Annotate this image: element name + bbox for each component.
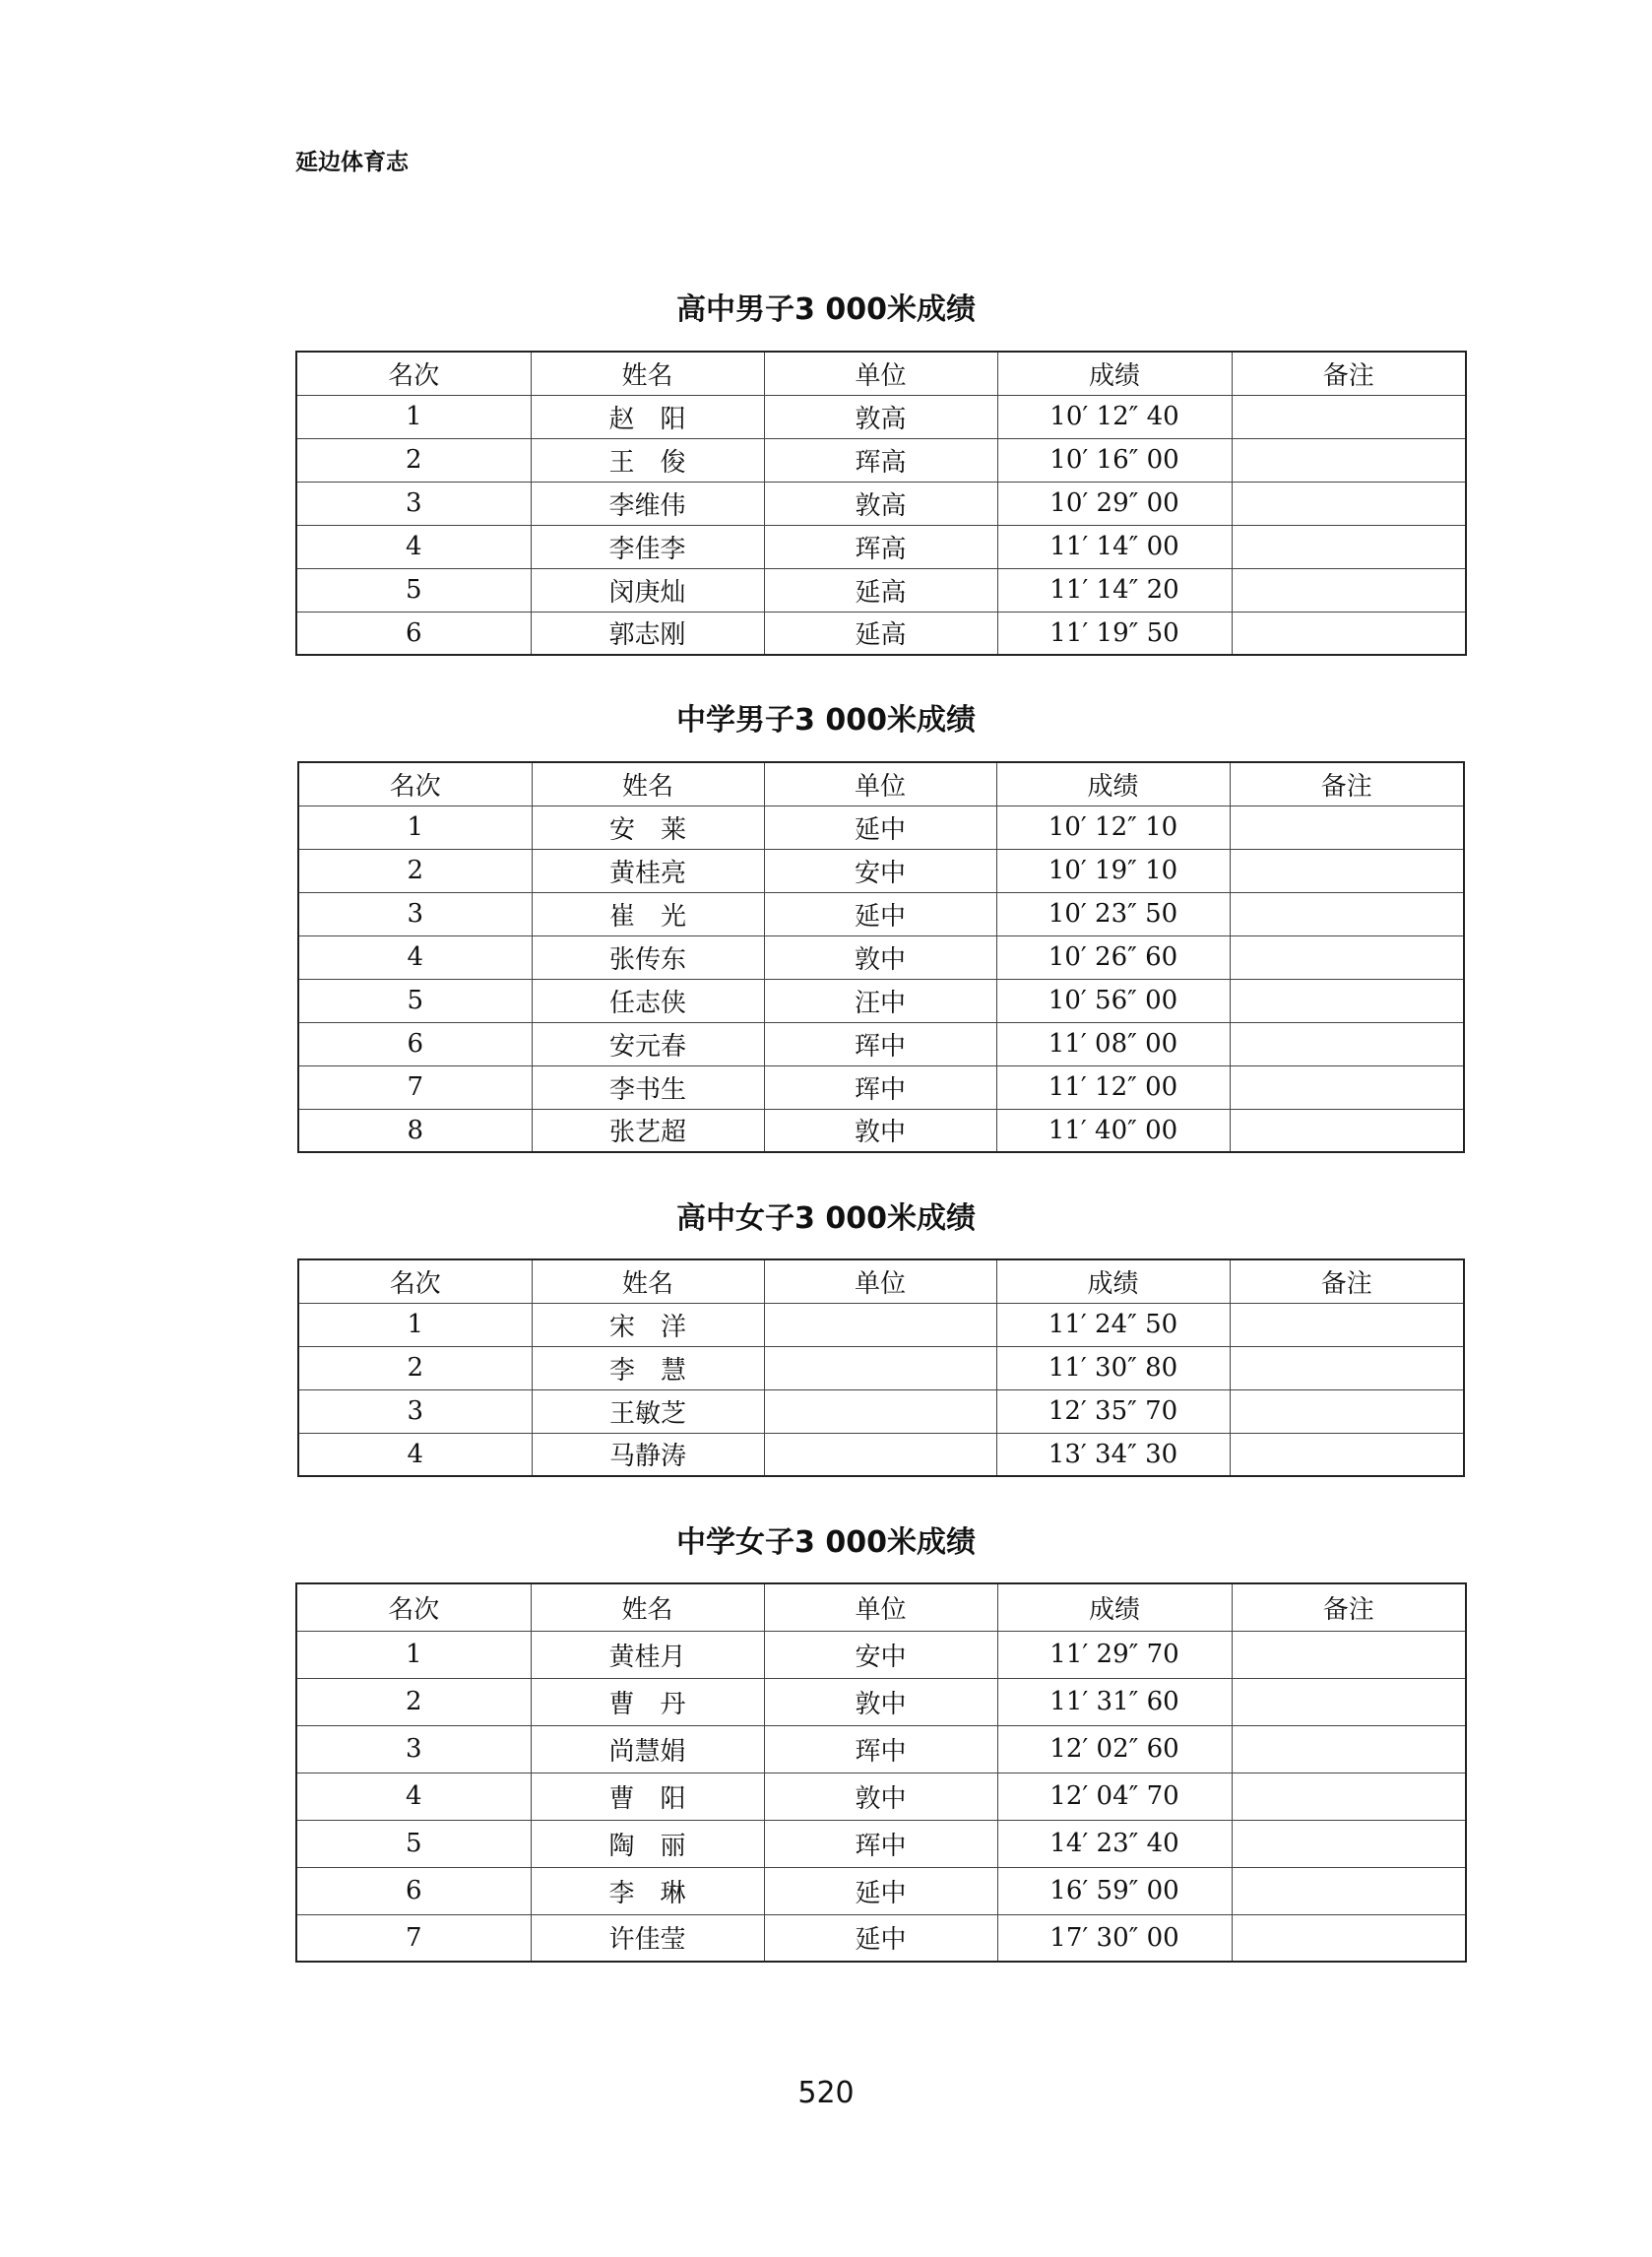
cell-unit (764, 1433, 996, 1476)
cell-rank: 1 (298, 806, 532, 849)
cell-remark (1232, 612, 1466, 655)
cell-name: 曹 阳 (531, 1773, 764, 1820)
table-row (296, 1631, 1466, 1678)
table-row (296, 1914, 1466, 1962)
cell-remark (1230, 979, 1464, 1022)
cell-unit: 敦中 (764, 1109, 996, 1152)
cell-remark (1230, 1346, 1464, 1389)
cell-remark (1230, 1433, 1464, 1476)
table-row (296, 612, 1466, 655)
cell-name: 李 琳 (531, 1867, 764, 1914)
cell-result: 12′ 35″ 70 (996, 1389, 1230, 1433)
table-row (298, 892, 1464, 935)
table-row (296, 1725, 1466, 1773)
cell-unit: 安中 (764, 1631, 997, 1678)
cell-remark (1232, 482, 1466, 525)
cell-remark (1232, 1678, 1466, 1725)
results-table (295, 1582, 1467, 1963)
header-remark: 备注 (1230, 762, 1464, 806)
header-remark: 备注 (1232, 1583, 1466, 1631)
cell-remark (1232, 1914, 1466, 1962)
cell-result: 12′ 02″ 60 (997, 1725, 1232, 1773)
results-table (297, 1258, 1465, 1477)
cell-rank: 3 (296, 482, 531, 525)
cell-result: 10′ 12″ 40 (997, 395, 1232, 438)
cell-unit: 敦中 (764, 935, 996, 979)
cell-result: 11′ 30″ 80 (996, 1346, 1230, 1389)
cell-unit: 珲高 (764, 438, 997, 482)
cell-name: 王敏芝 (532, 1389, 764, 1433)
results-table (295, 351, 1467, 656)
table-row (296, 568, 1466, 612)
header-unit: 单位 (764, 1583, 997, 1631)
table-title: 高中女子3 000米成绩 (676, 1201, 976, 1236)
cell-result: 10′ 26″ 60 (996, 935, 1230, 979)
page-number: 520 (797, 2076, 855, 2110)
cell-name: 尚慧娟 (531, 1725, 764, 1773)
cell-unit: 延高 (764, 568, 997, 612)
table-row (298, 806, 1464, 849)
cell-rank: 5 (296, 1820, 531, 1867)
cell-name: 张传东 (532, 935, 764, 979)
cell-rank: 7 (298, 1065, 532, 1109)
header-remark: 备注 (1232, 352, 1466, 395)
results-table (297, 761, 1465, 1153)
cell-result: 17′ 30″ 00 (997, 1914, 1232, 1962)
cell-remark (1232, 1773, 1466, 1820)
header-result: 成绩 (996, 1259, 1230, 1303)
cell-rank: 6 (296, 612, 531, 655)
cell-remark (1230, 892, 1464, 935)
running-head: 延边体育志 (295, 150, 409, 175)
cell-unit: 汪中 (764, 979, 996, 1022)
cell-result: 10′ 19″ 10 (996, 849, 1230, 892)
cell-rank: 4 (296, 525, 531, 568)
cell-rank: 6 (296, 1867, 531, 1914)
cell-remark (1232, 525, 1466, 568)
cell-rank: 4 (296, 1773, 531, 1820)
header-unit: 单位 (764, 352, 997, 395)
cell-result: 10′ 23″ 50 (996, 892, 1230, 935)
header-remark: 备注 (1230, 1259, 1464, 1303)
cell-name: 马静涛 (532, 1433, 764, 1476)
cell-unit: 延高 (764, 612, 997, 655)
cell-remark (1230, 1022, 1464, 1065)
cell-remark (1232, 1725, 1466, 1773)
header-rank: 名次 (296, 1583, 531, 1631)
cell-rank: 5 (296, 568, 531, 612)
table-row (298, 1303, 1464, 1346)
table-row (296, 395, 1466, 438)
cell-rank: 5 (298, 979, 532, 1022)
table-row (296, 1678, 1466, 1725)
cell-result: 11′ 14″ 00 (997, 525, 1232, 568)
header-result: 成绩 (996, 762, 1230, 806)
cell-unit: 延中 (764, 1914, 997, 1962)
cell-rank: 7 (296, 1914, 531, 1962)
cell-unit (764, 1389, 996, 1433)
table-row (296, 1867, 1466, 1914)
header-name: 姓名 (531, 352, 764, 395)
cell-unit: 安中 (764, 849, 996, 892)
cell-rank: 2 (298, 849, 532, 892)
cell-remark (1232, 568, 1466, 612)
cell-name: 安 莱 (532, 806, 764, 849)
cell-name: 李 慧 (532, 1346, 764, 1389)
header-unit: 单位 (764, 762, 996, 806)
cell-remark (1230, 1303, 1464, 1346)
cell-rank: 8 (298, 1109, 532, 1152)
header-rank: 名次 (298, 762, 532, 806)
cell-rank: 1 (296, 1631, 531, 1678)
cell-result: 10′ 12″ 10 (996, 806, 1230, 849)
cell-rank: 1 (298, 1303, 532, 1346)
cell-remark (1232, 438, 1466, 482)
cell-unit: 延中 (764, 806, 996, 849)
cell-result: 10′ 56″ 00 (996, 979, 1230, 1022)
cell-rank: 3 (298, 1389, 532, 1433)
cell-name: 任志侠 (532, 979, 764, 1022)
cell-rank: 2 (296, 438, 531, 482)
cell-unit: 珲中 (764, 1820, 997, 1867)
table-header-row (296, 352, 1466, 395)
table-header-row (298, 762, 1464, 806)
table-row (296, 525, 1466, 568)
cell-name: 李书生 (532, 1065, 764, 1109)
cell-name: 王 俊 (531, 438, 764, 482)
cell-rank: 4 (298, 1433, 532, 1476)
header-rank: 名次 (296, 352, 531, 395)
cell-rank: 3 (296, 1725, 531, 1773)
cell-remark (1232, 1631, 1466, 1678)
cell-name: 赵 阳 (531, 395, 764, 438)
cell-result: 10′ 16″ 00 (997, 438, 1232, 482)
header-name: 姓名 (532, 762, 764, 806)
cell-name: 宋 洋 (532, 1303, 764, 1346)
cell-remark (1230, 1109, 1464, 1152)
cell-name: 闵庚灿 (531, 568, 764, 612)
cell-unit: 敦中 (764, 1773, 997, 1820)
cell-unit: 珲中 (764, 1022, 996, 1065)
table-row (298, 1346, 1464, 1389)
header-unit: 单位 (764, 1259, 996, 1303)
cell-remark (1230, 849, 1464, 892)
cell-unit: 延中 (764, 892, 996, 935)
cell-result: 11′ 08″ 00 (996, 1022, 1230, 1065)
table-row (298, 1109, 1464, 1152)
cell-rank: 3 (298, 892, 532, 935)
table-row (298, 979, 1464, 1022)
header-name: 姓名 (532, 1259, 764, 1303)
cell-name: 李佳李 (531, 525, 764, 568)
cell-result: 10′ 29″ 00 (997, 482, 1232, 525)
cell-remark (1230, 1065, 1464, 1109)
cell-unit: 敦高 (764, 395, 997, 438)
table-title: 高中男子3 000米成绩 (676, 292, 976, 327)
cell-unit: 珲高 (764, 525, 997, 568)
cell-name: 曹 丹 (531, 1678, 764, 1725)
cell-unit (764, 1346, 996, 1389)
cell-name: 崔 光 (532, 892, 764, 935)
cell-result: 11′ 12″ 00 (996, 1065, 1230, 1109)
cell-name: 郭志刚 (531, 612, 764, 655)
cell-remark (1230, 806, 1464, 849)
table-row (296, 1820, 1466, 1867)
cell-unit: 敦高 (764, 482, 997, 525)
cell-name: 陶 丽 (531, 1820, 764, 1867)
header-result: 成绩 (997, 1583, 1232, 1631)
cell-unit (764, 1303, 996, 1346)
cell-name: 张艺超 (532, 1109, 764, 1152)
cell-name: 安元春 (532, 1022, 764, 1065)
header-name: 姓名 (531, 1583, 764, 1631)
table-header-row (298, 1259, 1464, 1303)
table-row (298, 1065, 1464, 1109)
table-title: 中学女子3 000米成绩 (676, 1525, 976, 1560)
cell-rank: 1 (296, 395, 531, 438)
cell-result: 13′ 34″ 30 (996, 1433, 1230, 1476)
cell-result: 14′ 23″ 40 (997, 1820, 1232, 1867)
cell-result: 16′ 59″ 00 (997, 1867, 1232, 1914)
cell-rank: 6 (298, 1022, 532, 1065)
table-row (298, 849, 1464, 892)
cell-name: 黄桂月 (531, 1631, 764, 1678)
cell-unit: 敦中 (764, 1678, 997, 1725)
cell-unit: 延中 (764, 1867, 997, 1914)
cell-result: 11′ 40″ 00 (996, 1109, 1230, 1152)
cell-name: 许佳莹 (531, 1914, 764, 1962)
table-row (298, 1433, 1464, 1476)
cell-result: 11′ 24″ 50 (996, 1303, 1230, 1346)
cell-rank: 2 (298, 1346, 532, 1389)
cell-result: 11′ 14″ 20 (997, 568, 1232, 612)
cell-name: 黄桂亮 (532, 849, 764, 892)
cell-remark (1230, 935, 1464, 979)
table-row (298, 1389, 1464, 1433)
cell-result: 11′ 19″ 50 (997, 612, 1232, 655)
table-row (296, 438, 1466, 482)
cell-unit: 珲中 (764, 1725, 997, 1773)
cell-remark (1232, 395, 1466, 438)
table-row (298, 935, 1464, 979)
table-row (298, 1022, 1464, 1065)
cell-remark (1232, 1820, 1466, 1867)
cell-unit: 珲中 (764, 1065, 996, 1109)
table-header-row (296, 1583, 1466, 1631)
table-title: 中学男子3 000米成绩 (676, 703, 976, 738)
table-row (296, 1773, 1466, 1820)
cell-remark (1230, 1389, 1464, 1433)
cell-result: 12′ 04″ 70 (997, 1773, 1232, 1820)
cell-rank: 4 (298, 935, 532, 979)
header-rank: 名次 (298, 1259, 532, 1303)
cell-name: 李维伟 (531, 482, 764, 525)
cell-result: 11′ 31″ 60 (997, 1678, 1232, 1725)
cell-remark (1232, 1867, 1466, 1914)
cell-result: 11′ 29″ 70 (997, 1631, 1232, 1678)
table-row (296, 482, 1466, 525)
cell-rank: 2 (296, 1678, 531, 1725)
header-result: 成绩 (997, 352, 1232, 395)
